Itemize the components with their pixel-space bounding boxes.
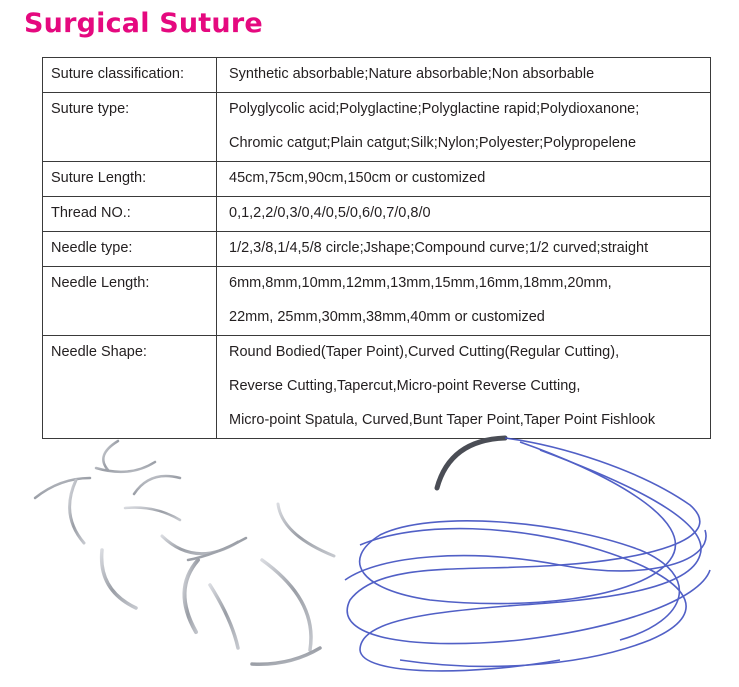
- needles-illustration: [35, 441, 334, 664]
- page-title: Surgical Suture: [24, 8, 263, 39]
- row-value: Polyglycolic acid;Polyglactine;Polyglactine rapid;Polydioxanone; Chromic catgut;Plain catgut;Silk;Nylon;Polyester;Polypropelene: [217, 93, 711, 162]
- row-label: Suture classification:: [43, 58, 217, 93]
- row-label: Needle Length:: [43, 267, 217, 336]
- row-label: Needle Shape:: [43, 336, 217, 439]
- table-row: [43, 197, 711, 232]
- row-label: Needle type:: [43, 232, 217, 267]
- row-label: Suture Length:: [43, 162, 217, 197]
- row-label: Suture type:: [43, 93, 217, 162]
- row-value: 0,1,2,2/0,3/0,4/0,5/0,6/0,7/0,8/0: [217, 197, 711, 232]
- row-value: Synthetic absorbable;Nature absorbable;Non absorbable: [217, 58, 711, 93]
- product-photo: [0, 430, 739, 687]
- specification-table: [42, 57, 711, 439]
- row-value: 6mm,8mm,10mm,12mm,13mm,15mm,16mm,18mm,20mm, 22mm, 25mm,30mm,38mm,40mm or customized: [217, 267, 711, 336]
- table-row: [43, 232, 711, 267]
- table-row: [43, 93, 711, 162]
- row-value: Round Bodied(Taper Point),Curved Cutting(Regular Cutting), Reverse Cutting,Tapercut,Micro-point Reverse Cutting, Micro-point Spatula, Curved,Bunt Taper Point,Taper Point Fishlook: [217, 336, 711, 439]
- table-row: [43, 336, 711, 439]
- table-row: [43, 267, 711, 336]
- row-value: 45cm,75cm,90cm,150cm or customized: [217, 162, 711, 197]
- row-label: Thread NO.:: [43, 197, 217, 232]
- table-row: [43, 162, 711, 197]
- needle-with-suture-illustration: [345, 438, 710, 671]
- row-value: 1/2,3/8,1/4,5/8 circle;Jshape;Compound curve;1/2 curved;straight: [217, 232, 711, 267]
- table-row: [43, 58, 711, 93]
